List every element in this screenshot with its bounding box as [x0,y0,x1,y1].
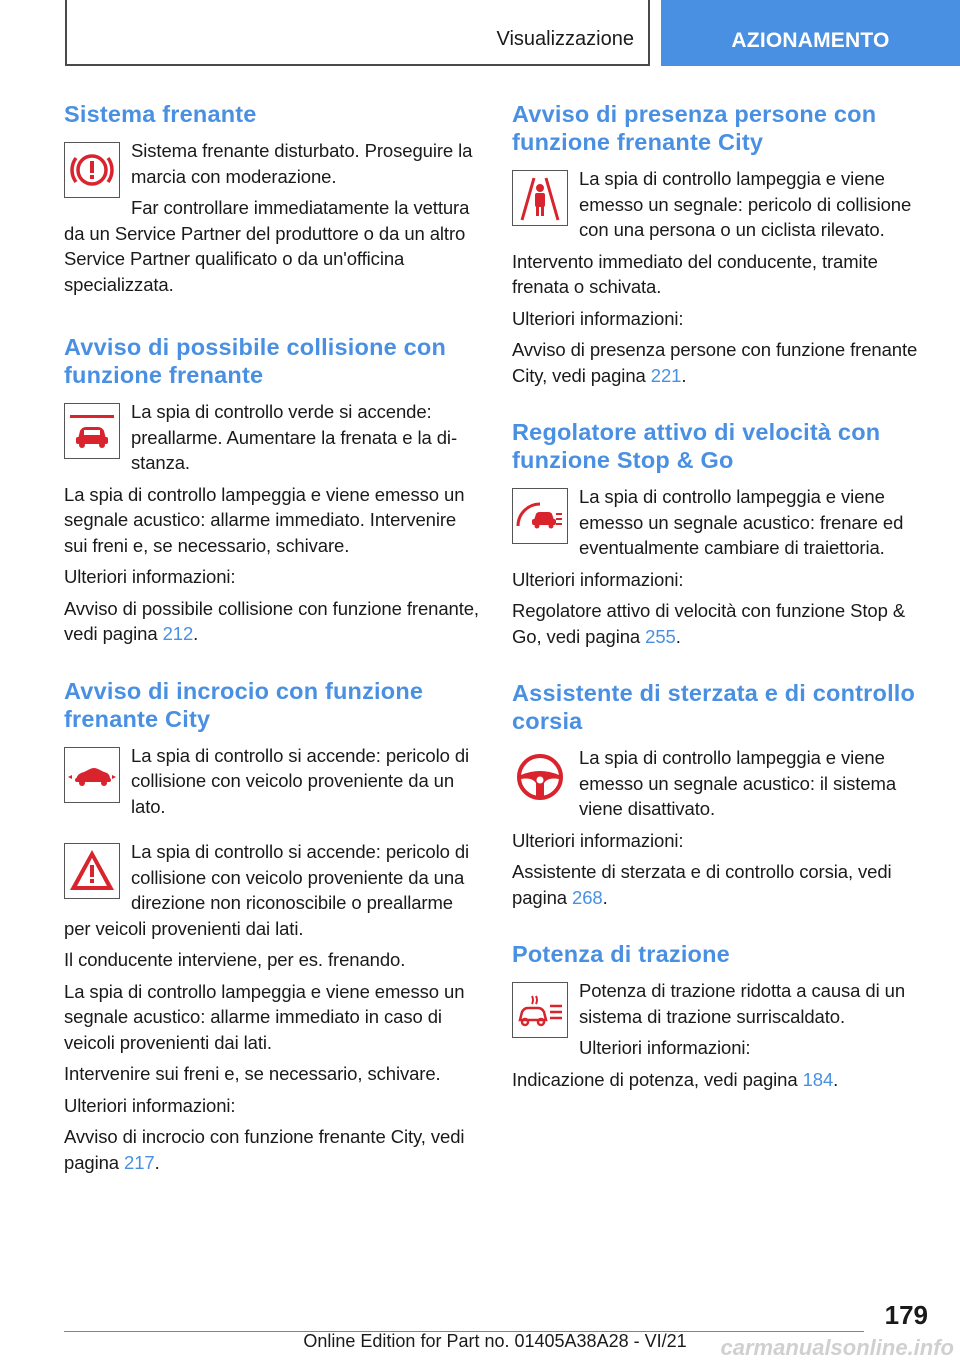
paragraph: Ulteriori informazioni: [512,829,684,851]
section-sistema-frenante [64,100,482,303]
icon-text-block [64,399,482,482]
brake-warning-icon [64,142,120,198]
watermark-logo: carmanualsonline.info [720,1335,954,1360]
page-link[interactable]: 212 [162,623,194,644]
icon-text-block [512,978,930,1067]
left-column [64,100,482,1205]
footer-edition: Online Edition for Part no. 01405A38A28 - VI/21 [303,1331,687,1351]
header-chapter-tab: AZIONAMENTO [661,0,960,66]
header-section-title: Visualizzazione [496,28,634,50]
cruise-control-icon [512,488,568,544]
section-title: Avviso di presenza persone con funzione frenante City [512,101,877,155]
paragraph: Ulteriori informazioni: [579,1037,751,1058]
header-section-box [65,0,650,66]
section-pedestrian-warning [512,100,930,388]
paragraph: Intervento immediato del conducente, tramite frenata o schivata. [512,250,878,297]
paragraph: Far controllare immediatamente la vettura da un Service Partner del produttore o da un altro Service Partner qualificato o da un'officina specializzata. [64,197,470,295]
paragraph: La spia di controllo verde si accende: preallarme. Aumentare la frenata e la distanza. [131,401,458,473]
paragraph: Il conducente interviene, per es. frenando. [64,949,406,970]
section-cross-traffic [64,677,482,1176]
paragraph: Intervenire sui freni e, se necessario, schivare. [64,1063,441,1084]
icon-text-block [512,484,930,567]
section-title: Assistente di sterzata e di controllo corsia [512,680,916,734]
right-column [512,100,930,1122]
page-number: 179 [884,1300,928,1330]
traction-power-icon [512,982,568,1038]
section-title: Avviso di incrocio con funzione frenante City [64,677,424,732]
section-collision-warning [64,333,482,647]
paragraph: Ulteriori informazioni: [512,307,684,329]
page-link[interactable]: 221 [650,364,682,386]
section-title: Regolatore attivo di velocità con funzione Stop & Go [512,419,881,473]
page-link[interactable]: 217 [124,1151,155,1173]
icon-text-block [512,166,930,249]
section-steering-assistant [512,679,930,910]
paragraph: La spia di controllo lampeggia e viene emesso un segnale acustico: allarme immediato. Intervenire sui freni e, se necessario, schivare. [64,483,465,556]
paragraph-with-link: Avviso di incrocio con funzione frenante City, vedi pagina 217. [64,1126,465,1173]
paragraph: Potenza di trazione ridotta a causa di un sistema di trazione surriscaldato. [579,980,906,1027]
paragraph: La spia di controllo lampeggia e viene emesso un segnale acustico: frenare ed eventualmente cambiare di traiettoria. [579,486,904,558]
paragraph: Ulteriori informazioni: [64,566,236,587]
cross-traffic-icon [64,747,120,803]
paragraph-with-link: Avviso di possibile collisione con funzione frenante, vedi pagina 212. [64,597,479,644]
section-title: Potenza di trazione [512,941,730,967]
warning-triangle-icon [64,843,120,899]
paragraph: Sistema frenante disturbato. Proseguire la marcia con moderazione. [131,140,473,187]
paragraph: La spia di controllo lampeggia e viene emesso un segnale acustico: allarme immediato in caso di veicoli provenienti dai lati. [64,980,465,1053]
icon-text-block [64,839,482,947]
car-collision-icon [64,403,120,459]
paragraph: Ulteriori informazioni: [64,1094,236,1116]
steering-wheel-icon [512,749,568,805]
paragraph-with-link: Assistente di sterzata e di controllo corsia, vedi pagina 268. [512,861,892,908]
section-title: Avviso di possibile collisione con funzione frenante [64,334,447,388]
paragraph: La spia di controllo si accende: pericolo di collisione con veicolo proveniente da una direzione non riconoscibile o preallarme per veicoli provenienti dai lati. [64,841,470,939]
page-link[interactable]: 255 [645,625,676,647]
icon-text-block [512,745,930,828]
paragraph: La spia di controllo lampeggia e viene emesso un segnale acustico: il sistema viene disattivato. [579,747,897,819]
icon-text-block [64,743,482,826]
pedestrian-warning-icon [512,170,568,226]
page-link[interactable]: 268 [572,886,603,908]
paragraph-with-link: Regolatore attivo di velocità con funzione Stop & Go, vedi pagina 255. [512,600,906,647]
paragraph: La spia di controllo lampeggia e viene emesso un segnale: pericolo di collisione con una persona o un ciclista rilevato. [579,168,912,240]
paragraph: La spia di controllo si accende: pericolo di collisione con veicolo proveniente da un lato. [131,744,470,817]
paragraph-with-link: Avviso di presenza persone con funzione frenante City, vedi pagina 221. [512,339,918,386]
page-link[interactable]: 184 [802,1068,834,1090]
section-title: Sistema frenante [64,101,257,127]
section-traction-power [512,940,930,1092]
paragraph-with-link: Indicazione di potenza, vedi pagina 184. [512,1068,839,1090]
icon-text-block [64,138,482,303]
paragraph: Ulteriori informazioni: [512,568,684,590]
section-active-cruise-control [512,418,930,649]
